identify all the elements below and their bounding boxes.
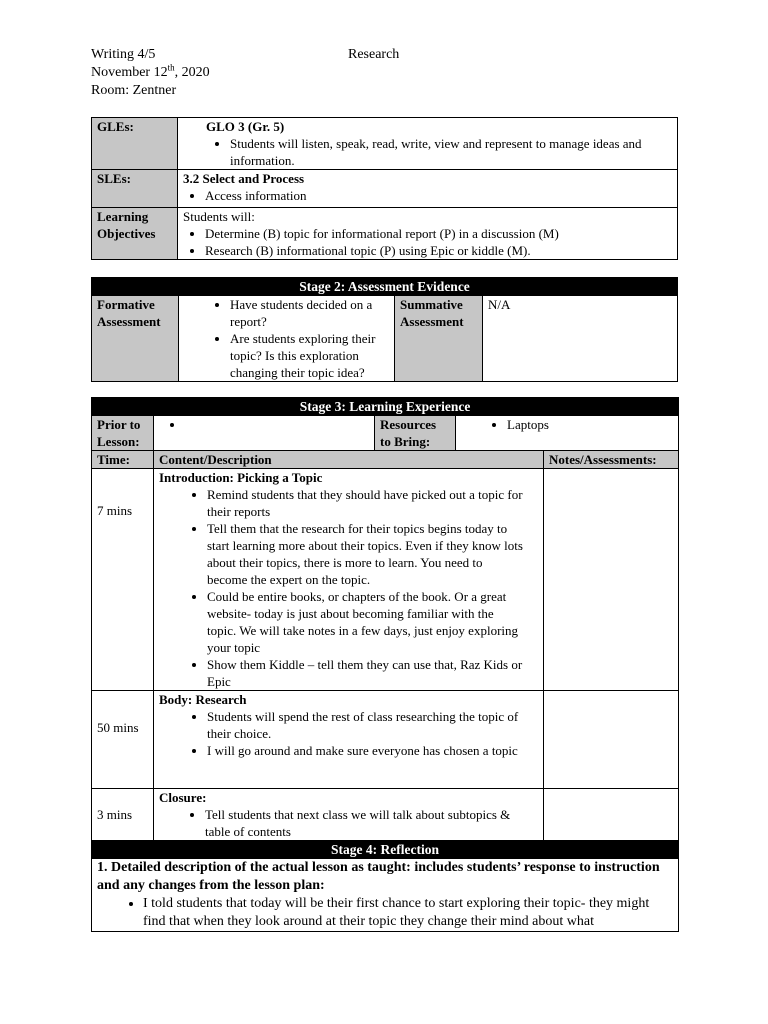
list-item: • Tell them that the research for their topics begins today to start learning more about their topics. Even if they know lots about their topics, there is more to learn. You need to become the expert on the topic. [207, 520, 526, 588]
lesson-row [92, 469, 679, 691]
lesson-row [92, 789, 679, 841]
list-item: • Show them Kiddle – tell them they can use that, Raz Kids or Epic [207, 656, 526, 690]
stage3-title: Stage 3: Learning Experience [92, 398, 679, 416]
learning-objectives-intro: Students will: [183, 209, 255, 224]
list-item: • Research (B) informational topic (P) using Epic or kiddle (M). [205, 242, 672, 259]
col-content: Content/Description [154, 451, 544, 469]
row-heading: Body: Research [159, 692, 247, 707]
reflection-list [97, 895, 673, 931]
formative-cell [179, 296, 395, 382]
reflection-question: 1. Detailed description of the actual lesson as taught: includes students’ response to instruction and any changes from the lesson plan: [97, 860, 660, 893]
list-item: • Determine (B) topic for informational report (P) in a discussion (M) [205, 225, 672, 242]
row-notes [544, 789, 679, 841]
row-content [154, 691, 544, 789]
stage3-table [91, 397, 679, 932]
row-heading: Introduction: Picking a Topic [159, 470, 323, 485]
summative-value: N/A [483, 296, 678, 382]
row-time: 3 mins [92, 789, 154, 841]
formative-list [184, 296, 389, 381]
lesson-row [92, 691, 679, 789]
row-notes [544, 469, 679, 691]
col-time: Time: [92, 451, 154, 469]
row-heading: Closure: [159, 790, 207, 805]
row-time: 7 mins [92, 469, 154, 691]
list-item: • Students will spend the rest of class researching the topic of their choice. [207, 708, 526, 742]
row-content [154, 469, 544, 691]
sles-list [183, 187, 672, 204]
resources-cell [456, 416, 679, 451]
sles-label: SLEs: [92, 170, 178, 208]
list-item: • Students will listen, speak, read, write, view and represent to manage ideas and information. [230, 135, 672, 169]
stage4-title: Stage 4: Reflection [92, 841, 679, 859]
list-item: • Laptops [507, 416, 673, 433]
list-item: • Have students decided on a report? [230, 296, 387, 330]
sles-cell [178, 170, 678, 208]
list-item: • Tell students that next class we will talk about subtopics & table of contents [205, 806, 526, 840]
learning-objectives-list [183, 225, 672, 259]
row-notes [544, 691, 679, 789]
reflection-cell [92, 859, 679, 932]
formative-label: Formative Assessment [92, 296, 179, 382]
resources-list [461, 416, 673, 433]
list-item: • Remind students that they should have picked out a topic for their reports [207, 486, 526, 520]
unit-title: Research [348, 47, 400, 62]
list-item: • Access information [205, 187, 672, 204]
summative-label: Summative Assessment [395, 296, 483, 382]
stage1-table [91, 117, 678, 260]
gles-list [206, 135, 672, 169]
learning-objectives-label: Learning Objectives [92, 208, 178, 260]
row-time: 50 mins [92, 691, 154, 789]
row-list [159, 708, 538, 759]
list-item: • Could be entire books, or chapters of the book. Or a great website- today is just about becoming familiar with the topic. We will take notes in a few days, just enjoy exploring your topic [207, 588, 526, 656]
list-item: • I will go around and make sure everyone has chosen a topic [207, 742, 526, 759]
row-list [159, 486, 538, 690]
lesson-date: November 12th, 2020 [91, 62, 210, 80]
stage2-table [91, 277, 678, 382]
course-title: Writing 4/5 [91, 47, 156, 62]
prior-list [159, 416, 369, 433]
room: Room: Zentner [91, 83, 177, 98]
sles-heading: 3.2 Select and Process [183, 171, 305, 186]
list-item [185, 416, 369, 433]
learning-objectives-cell [178, 208, 678, 260]
list-item: • Are students exploring their topic? Is this exploration changing their topic idea? [230, 330, 387, 381]
gles-cell [178, 118, 678, 170]
row-list [159, 806, 538, 840]
row-content [154, 789, 544, 841]
col-notes: Notes/Assessments: [544, 451, 679, 469]
prior-cell [154, 416, 375, 451]
resources-label: Resources to Bring: [375, 416, 456, 451]
gles-label: GLEs: [92, 118, 178, 170]
prior-label: Prior to Lesson: [92, 416, 154, 451]
stage2-title: Stage 2: Assessment Evidence [92, 278, 678, 296]
gles-heading: GLO 3 (Gr. 5) [206, 119, 285, 134]
list-item: • I told students that today will be their first chance to start exploring their topic- they might find that when they look around at their topic they change their mind about what [143, 895, 665, 931]
